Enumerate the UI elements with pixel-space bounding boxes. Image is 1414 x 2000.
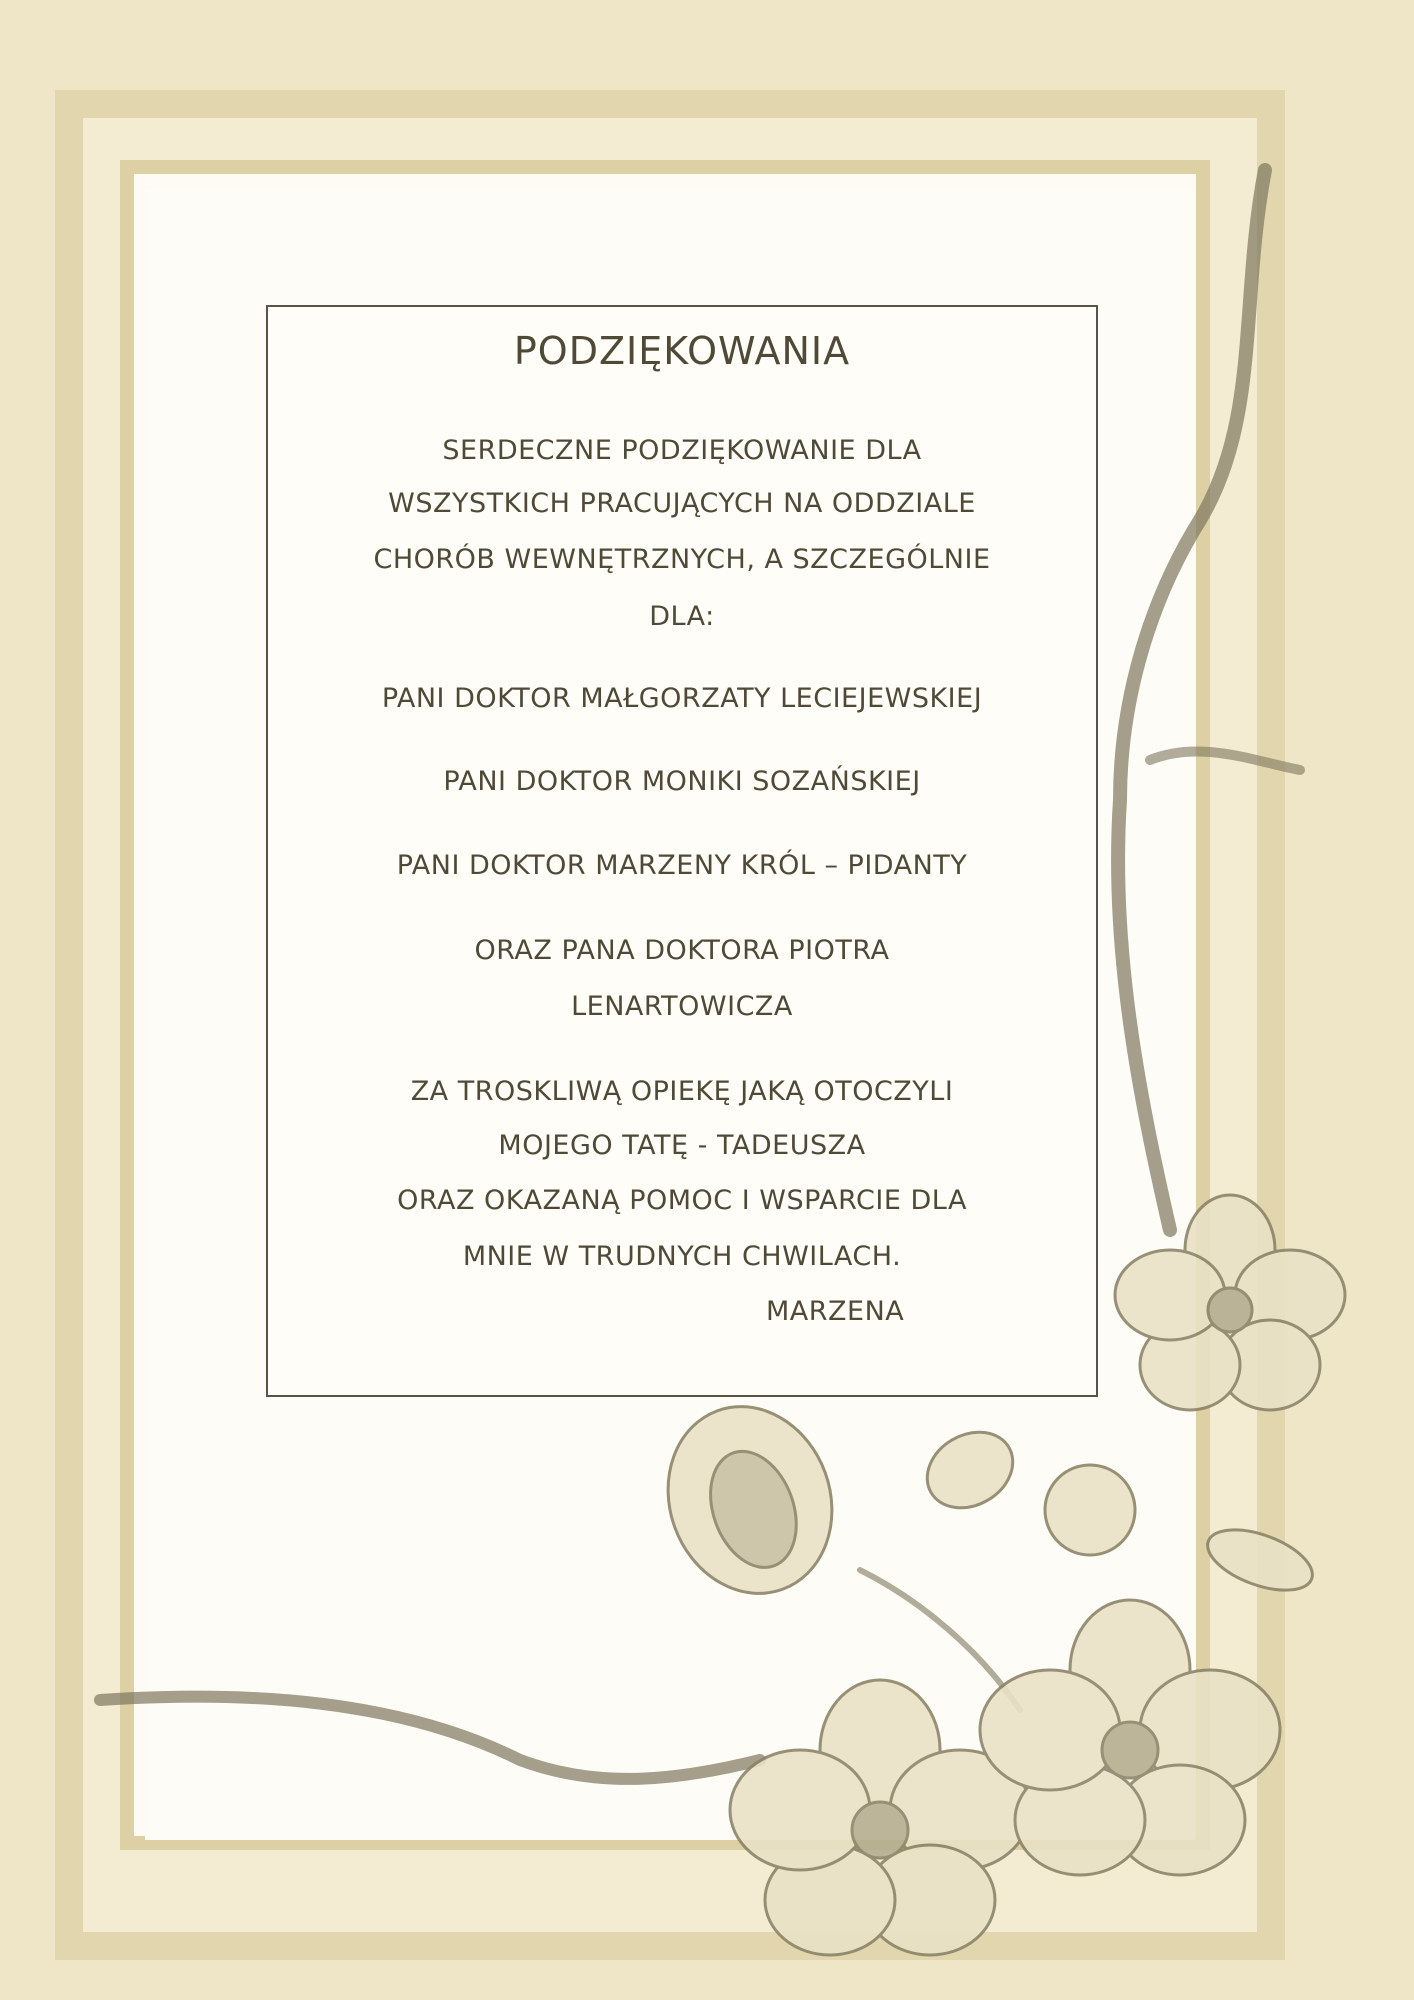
intro-line: SERDECZNE PODZIĘKOWANIE DLA	[442, 435, 922, 466]
closing-line: MNIE W TRUDNYCH CHWILACH.	[462, 1241, 902, 1272]
intro-line: WSZYSTKICH PRACUJĄCYCH NA ODDZIALE	[388, 488, 976, 519]
doctor-name: PANI DOKTOR MAŁGORZATY LECIEJEWSKIEJ	[381, 683, 983, 714]
thank-you-card	[266, 305, 1098, 1397]
doctor-name: ORAZ PANA DOKTORA PIOTRA	[474, 935, 890, 966]
closing-line: MOJEGO TATĘ - TADEUSZA	[498, 1130, 866, 1161]
doctor-name: PANI DOKTOR MARZENY KRÓL – PIDANTY	[396, 850, 968, 881]
intro-line: CHORÓB WEWNĘTRZNYCH, A SZCZEGÓLNIE	[373, 544, 991, 575]
closing-line: ORAZ OKAZANĄ POMOC I WSPARCIE DLA	[397, 1185, 967, 1216]
closing-line: ZA TROSKLIWĄ OPIEKĘ JAKĄ OTOCZYLI	[410, 1076, 954, 1107]
card-title: PODZIĘKOWANIA	[513, 329, 851, 373]
intro-line: DLA:	[649, 601, 715, 632]
signature: MARZENA	[766, 1296, 905, 1327]
doctor-name: LENARTOWICZA	[571, 991, 793, 1022]
doctor-name: PANI DOKTOR MONIKI SOZAŃSKIEJ	[443, 766, 921, 797]
